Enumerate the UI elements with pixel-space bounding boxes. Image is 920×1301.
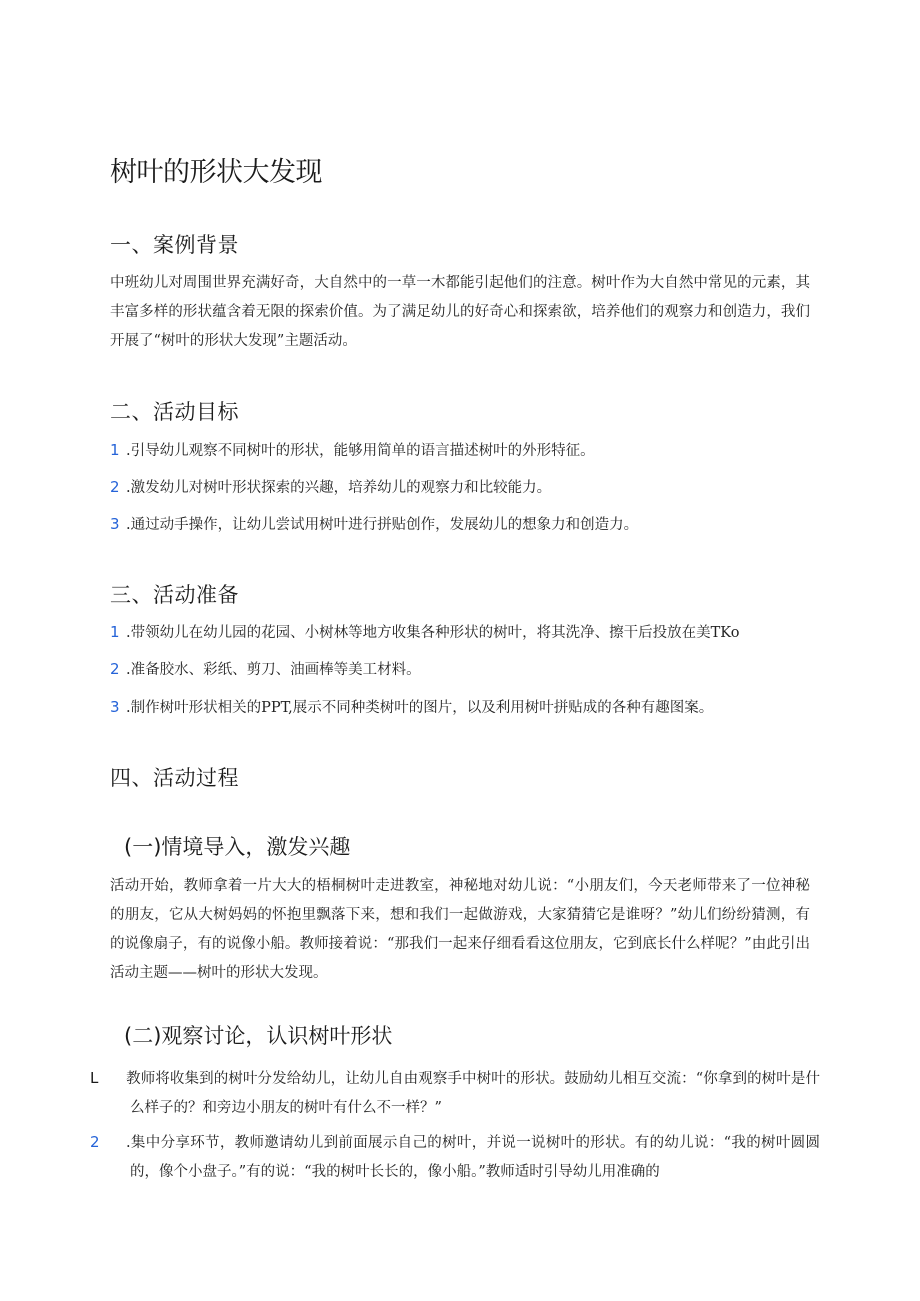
goal-item bbox=[110, 510, 810, 540]
goal-item bbox=[110, 473, 810, 503]
list-number: 2 bbox=[110, 478, 120, 496]
observation-item-text: 教师将收集到的树叶分发给幼儿，让幼儿自由观察手中树叶的形状。鼓励幼儿相互交流：“你拿到的树叶是什么样子的？和旁边小朋友的树叶有什么不一样？” bbox=[126, 1071, 820, 1116]
preparation-item-text: .制作树叶形状相关的PPT,展示不同种类树叶的图片，以及利用树叶拼贴成的各种有趣图案。 bbox=[126, 700, 714, 716]
list-number: 3 bbox=[110, 698, 120, 716]
list-number: 2 bbox=[110, 660, 120, 678]
intro-paragraph: 活动开始，教师拿着一片大大的梧桐树叶走进教室，神秘地对幼儿说：“小朋友们，今天老师带来了一位神秘的朋友，它从大树妈妈的怀抱里飘落下来，想和我们一起做游戏，大家猜猜它是谁呀？”幼儿们纷纷猜测，有的说像扇子，有的说像小船。教师接着说：“那我们一起来仔细看看这位朋友，它到底长什么样呢？”由此引出活动主题——树叶的形状大发现。 bbox=[110, 878, 810, 981]
list-number: 1 bbox=[110, 441, 120, 459]
observation-item bbox=[90, 1128, 820, 1187]
section-heading-process: 四、活动过程 bbox=[110, 766, 239, 790]
goal-item-text: .通过动手操作，让幼儿尝试用树叶进行拼贴创作，发展幼儿的想象力和创造力。 bbox=[126, 517, 639, 533]
observation-item-text: .集中分享环节，教师邀请幼儿到前面展示自己的树叶，并说一说树叶的形状。有的幼儿说：“我的树叶圆圆的，像个小盘子。”有的说：“我的树叶长长的，像小船。”教师适时引导幼儿用准确的 bbox=[126, 1135, 820, 1180]
list-number: L bbox=[90, 1069, 99, 1087]
section-heading-goals: 二、活动目标 bbox=[110, 400, 239, 424]
section-heading-preparation: 三、活动准备 bbox=[110, 583, 239, 607]
list-number: 3 bbox=[110, 515, 120, 533]
document-title: 树叶的形状大发现 bbox=[110, 157, 322, 188]
background-paragraph: 中班幼儿对周围世界充满好奇，大自然中的一草一木都能引起他们的注意。树叶作为大自然中常见的元素，其丰富多样的形状蕴含着无限的探索价值。为了满足幼儿的好奇心和探索欲，培养他们的观察力和创造力，我们开展了“树叶的形状大发现”主题活动。 bbox=[110, 275, 810, 349]
subsection-heading-intro: (一)情境导入，激发兴趣 bbox=[124, 835, 351, 859]
goal-item-text: .激发幼儿对树叶形状探索的兴趣，培养幼儿的观察力和比较能力。 bbox=[126, 480, 552, 496]
subsection-heading-observation: (二)观察讨论，认识树叶形状 bbox=[124, 1024, 393, 1048]
preparation-item bbox=[110, 693, 810, 723]
observation-item bbox=[90, 1064, 820, 1123]
preparation-item bbox=[110, 655, 810, 685]
preparation-item-text: .带领幼儿在幼儿园的花园、小树林等地方收集各种形状的树叶，将其洗净、擦干后投放在美TKo bbox=[126, 625, 740, 641]
list-number: 2 bbox=[90, 1133, 100, 1151]
preparation-item bbox=[110, 618, 810, 648]
goal-item-text: .引导幼儿观察不同树叶的形状，能够用简单的语言描述树叶的外形特征。 bbox=[126, 443, 595, 459]
goal-item bbox=[110, 436, 810, 466]
list-number: 1 bbox=[110, 623, 120, 641]
preparation-item-text: .准备胶水、彩纸、剪刀、油画棒等美工材料。 bbox=[126, 662, 421, 678]
section-heading-background: 一、案例背景 bbox=[110, 233, 239, 257]
